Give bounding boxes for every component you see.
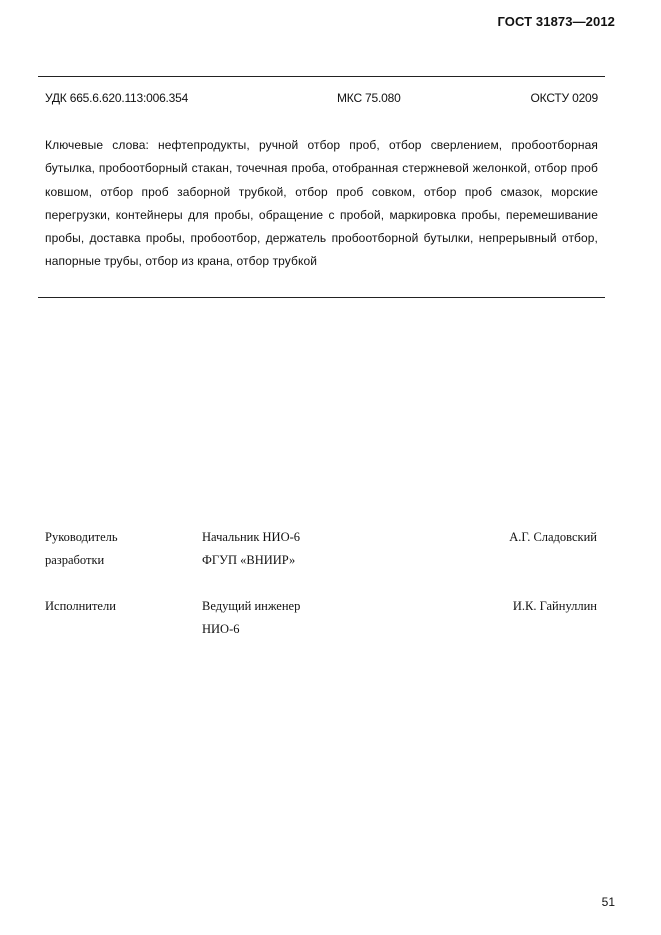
top-divider: [38, 76, 605, 77]
okstu-code: ОКСТУ 0209: [530, 91, 598, 105]
signature-name-executor: И.К. Гайнуллин: [512, 599, 597, 613]
bottom-divider: [38, 297, 605, 298]
position-line: Начальник НИО-6: [202, 530, 301, 544]
role-line: Исполнители: [45, 599, 116, 613]
mks-code: МКС 75.080: [337, 91, 401, 105]
signature-role-executors: [45, 595, 185, 618]
signature-position-executors: [202, 595, 402, 641]
classification-codes: [45, 91, 598, 107]
standard-designation: ГОСТ 31873—2012: [497, 14, 615, 29]
page-number: 51: [601, 895, 615, 909]
position-line: НИО-6: [202, 622, 240, 636]
position-line: ФГУП «ВНИИР»: [202, 553, 296, 567]
signature-role-lead: [45, 526, 185, 572]
role-line: Руководитель: [45, 530, 118, 544]
udk-code: УДК 665.6.620.113:006.354: [45, 91, 189, 105]
signature-name-lead: А.Г. Сладовский: [509, 530, 597, 544]
role-line: разработки: [45, 553, 105, 567]
signature-position-lead: [202, 526, 402, 572]
position-line: Ведущий инженер: [202, 599, 301, 613]
keywords-paragraph: Ключевые слова: нефтепродукты, ручной отбор проб, отбор сверлением, пробоотборная бутылка, пробоотборный стакан, точечная проба, отобранная стержневой желонкой, отбор проб ковшом, отбор проб заборной трубкой, отбор проб совком, отбор проб смазок, морские перегрузки, контейнеры для пробы, обращение с пробой, маркировка пробы, перемешивание пробы, доставка пробы, пробоотбор, держатель пробоотборной бутылки, непрерывный отбор, напорные трубы, отбор из крана, отбор трубкой: [45, 138, 598, 269]
